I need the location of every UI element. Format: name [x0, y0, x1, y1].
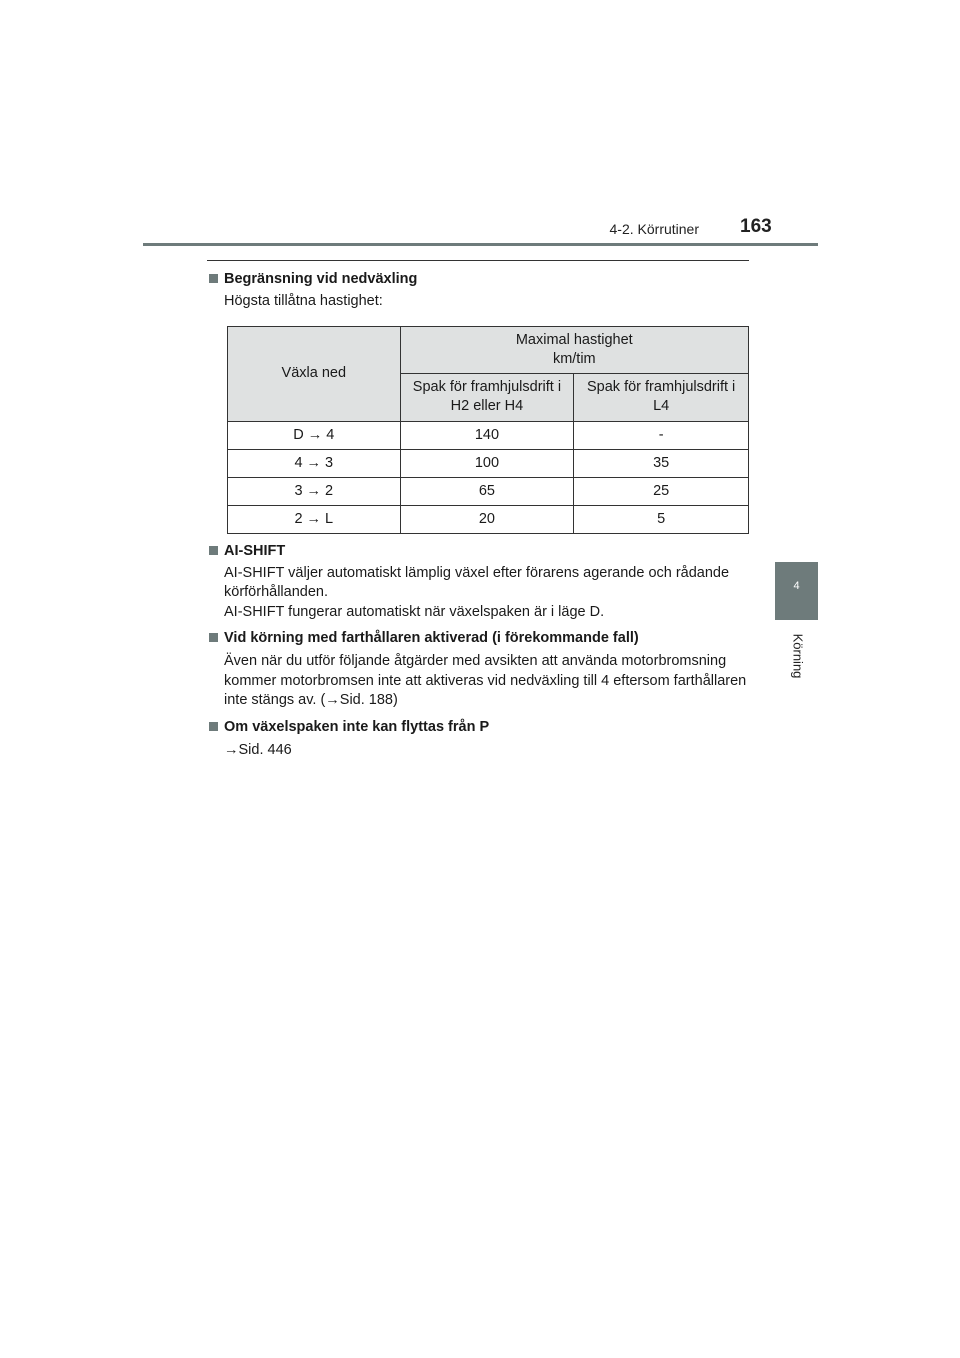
section-text: AI-SHIFT fungerar automatiskt när växelspaken är i läge D. — [224, 603, 605, 620]
table-cell: 2 → L — [228, 505, 401, 533]
section-cruise-control — [208, 629, 749, 711]
downshift-speed-table — [227, 326, 749, 534]
section-text: AI-SHIFT väljer automatiskt lämplig växel efter förarens agerande och rådande körförhållanden. — [224, 564, 730, 600]
page-content — [208, 270, 749, 760]
table-cell: 5 — [574, 505, 749, 533]
bullet-square-icon — [209, 633, 218, 642]
section-downshift-limit — [208, 270, 749, 534]
table-row — [228, 477, 749, 505]
section-title: Vid körning med farthållaren aktiverad (i förekommande fall) — [208, 629, 749, 648]
bullet-square-icon — [209, 546, 218, 555]
table-cell: 3 → 2 — [228, 477, 401, 505]
section-ai-shift — [208, 542, 749, 623]
section-title: AI-SHIFT — [208, 542, 749, 561]
table-cell: 20 — [400, 505, 574, 533]
header-section-title: 4-2. Körrutiner — [609, 221, 699, 237]
col-header-h2-h4: Spak för framhjulsdrift i H2 eller H4 — [400, 373, 574, 421]
section-text: Högsta tillåtna hastighet: — [224, 293, 383, 309]
table-cell: 25 — [574, 477, 749, 505]
section-text: →Sid. 446 — [224, 741, 292, 758]
section-title: Om växelspaken inte kan flyttas från P — [208, 718, 749, 737]
col-header-l4: Spak för framhjulsdrift i L4 — [574, 373, 749, 421]
table-cell: 4 → 3 — [228, 449, 401, 477]
bullet-square-icon — [209, 722, 218, 731]
table-cell: 35 — [574, 449, 749, 477]
table-cell: D → 4 — [228, 421, 401, 449]
col-header-max-speed: Maximal hastighet km/tim — [400, 326, 748, 373]
content-top-rule — [207, 260, 749, 261]
section-shift-lock — [208, 718, 749, 761]
chapter-number: 4 — [793, 580, 800, 592]
table-cell: - — [574, 421, 749, 449]
table-row — [228, 449, 749, 477]
chapter-label: Körning — [790, 633, 806, 679]
bullet-square-icon — [209, 274, 218, 283]
table-cell: 100 — [400, 449, 574, 477]
section-text: Även när du utför följande åtgärder med avsikten att använda motorbromsning kommer motorbromsen inte att aktiveras vid nedväxling till 4 eftersom farthållaren inte stängs av. (→Sid. 188) — [224, 653, 747, 708]
section-title: Begränsning vid nedväxling — [208, 270, 749, 289]
page-number: 163 — [740, 216, 772, 237]
header-rule — [143, 243, 818, 246]
table-cell: 65 — [400, 477, 574, 505]
chapter-tab — [775, 562, 818, 620]
col-header-downshift: Växla ned — [228, 326, 401, 421]
table-row — [228, 505, 749, 533]
table-row — [228, 421, 749, 449]
table-cell: 140 — [400, 421, 574, 449]
